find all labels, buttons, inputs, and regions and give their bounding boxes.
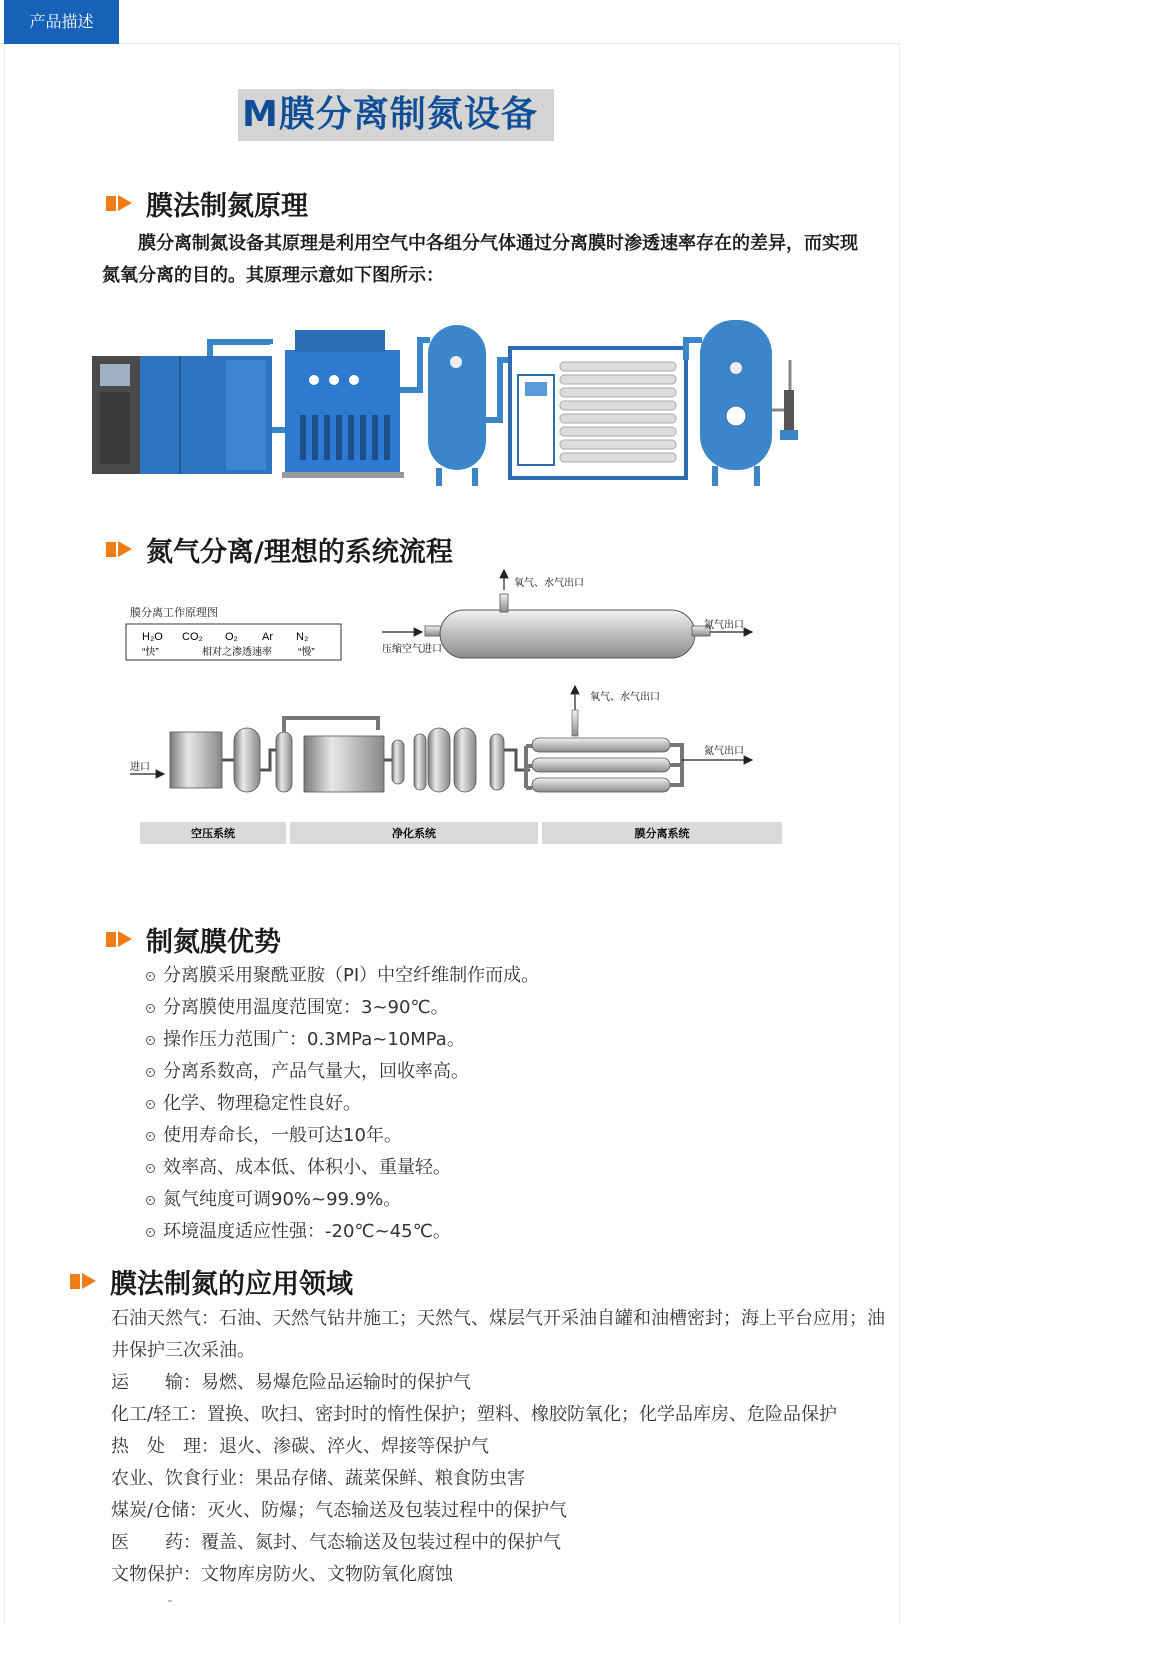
gas-label: CO₂ [182,631,203,643]
list-item: 运 输：易燃、易爆危险品运输时的保护气 [111,1372,471,1393]
inlet-label: 进口 [130,762,150,773]
tab-bar [0,0,900,44]
gas-label: O₂ [225,631,238,643]
bullet-icon [146,972,155,981]
bullet-icon [146,1132,155,1141]
air-tank [428,325,486,470]
principle-text: 膜分离制氮设备其原理是利用空气中各组分气体通过分离膜时渗透速率存在的差异，而实现氮氧分离的目的。其原理示意如下图所示： [102,233,858,286]
list-item: 化工/轻工：置换、吹扫、密封时的惰性保护；塑料、橡胶防氧化；化学品库房、危险品保护 [111,1404,838,1425]
membrane-module [532,738,670,752]
stage-label: 净化系统 [392,828,436,840]
section-title: 氮气分离/理想的系统流程 [146,536,453,568]
section-heading-principle [106,186,308,220]
section-title: 膜法制氮的应用领域 [110,1268,353,1300]
section-title: 制氮膜优势 [146,926,281,958]
equipment-photo [90,320,860,520]
membrane-module-top [440,610,695,658]
nitrogen-outlet-label: 氮气出口 [704,746,744,757]
page-title: M膜分离制氮设备 [242,94,538,135]
advantages-list [146,960,539,1248]
list-item: 热 处 理：退火、渗碳、淬火、焊接等保护气 [111,1436,489,1457]
list-item: 分离膜采用聚酰亚胺（PI）中空纤维制作而成。 [146,960,539,992]
bullet-icon [146,1100,155,1109]
slow-label: “慢” [298,647,315,658]
section-heading-advantages [106,922,281,956]
oxygen-outlet-label: 氧气、水气出口 [590,692,660,703]
tab-product-description[interactable]: 产品描述 [4,0,119,44]
orange-arrow-icon [106,929,136,949]
nitrogen-outlet-label: 氮气出口 [704,620,744,631]
applications-list [111,1303,891,1591]
air-tank-block [234,728,260,792]
list-item: 煤炭/仓储：灭火、防爆；气态输送及包装过程中的保护气 [111,1500,568,1521]
dryer-block [304,736,384,792]
section-heading-flow [106,532,453,566]
list-item: 分离系数高，产品气量大，回收率高。 [146,1056,539,1088]
membrane-module [532,778,670,792]
list-item: 石油天然气：石油、天然气钻井施工；天然气、煤层气开采油自罐和油槽密封；海上平台应用；油井保护三次采油。 [111,1308,885,1361]
section-title: 膜法制氮原理 [146,190,308,222]
list-item: 农业、饮食行业：果品存储、蔬菜保鲜、粮食防虫害 [111,1468,525,1489]
list-item: 医 药：覆盖、氮封、气态输送及包装过程中的保护气 [111,1532,561,1553]
nitrogen-tank [700,320,772,470]
rate-label: 相对之渗透速率 [202,647,272,658]
filter-tank-block [428,728,450,792]
list-item: 氮气纯度可调90%~99.9%。 [146,1184,539,1216]
orange-arrow-icon [106,539,136,559]
fast-label: “快” [142,647,159,658]
gas-label: Ar [262,631,273,643]
orange-arrow-icon [70,1271,100,1291]
list-item: 操作压力范围广：0.3MPa~10MPa。 [146,1024,539,1056]
list-item: 环境温度适应性强：-20℃~45℃。 [146,1216,539,1248]
gas-label: H₂O [142,631,163,643]
table-title: 膜分离工作原理图 [130,607,218,619]
bullet-icon [146,1228,155,1237]
bullet-icon [146,1004,155,1013]
stage-label: 空压系统 [191,828,235,840]
flow-diagram [130,578,830,900]
stage-label: 膜分离系统 [634,828,690,840]
bullet-icon [146,1036,155,1045]
list-item: 化学、物理稳定性良好。 [146,1088,539,1120]
section-heading-applications [70,1264,353,1298]
list-item: 文物保护：文物库房防火、文物防氧化腐蚀 [111,1564,453,1585]
bullet-icon [146,1164,155,1173]
compressor-block [170,732,222,788]
membrane-module [532,758,670,772]
list-item: 使用寿命长，一般可达10年。 [146,1120,539,1152]
gas-label: N₂ [296,631,309,643]
list-item: 分离膜使用温度范围宽：3~90℃。 [146,992,539,1024]
oxygen-outlet-label: 氧气、水气出口 [514,578,584,589]
list-item: 效率高、成本低、体积小、重量轻。 [146,1152,539,1184]
bullet-icon [146,1068,155,1077]
divider-mark [168,1600,172,1602]
orange-arrow-icon [106,193,136,213]
bullet-icon [146,1196,155,1205]
air-inlet-label: 压缩空气进口 [382,644,442,655]
